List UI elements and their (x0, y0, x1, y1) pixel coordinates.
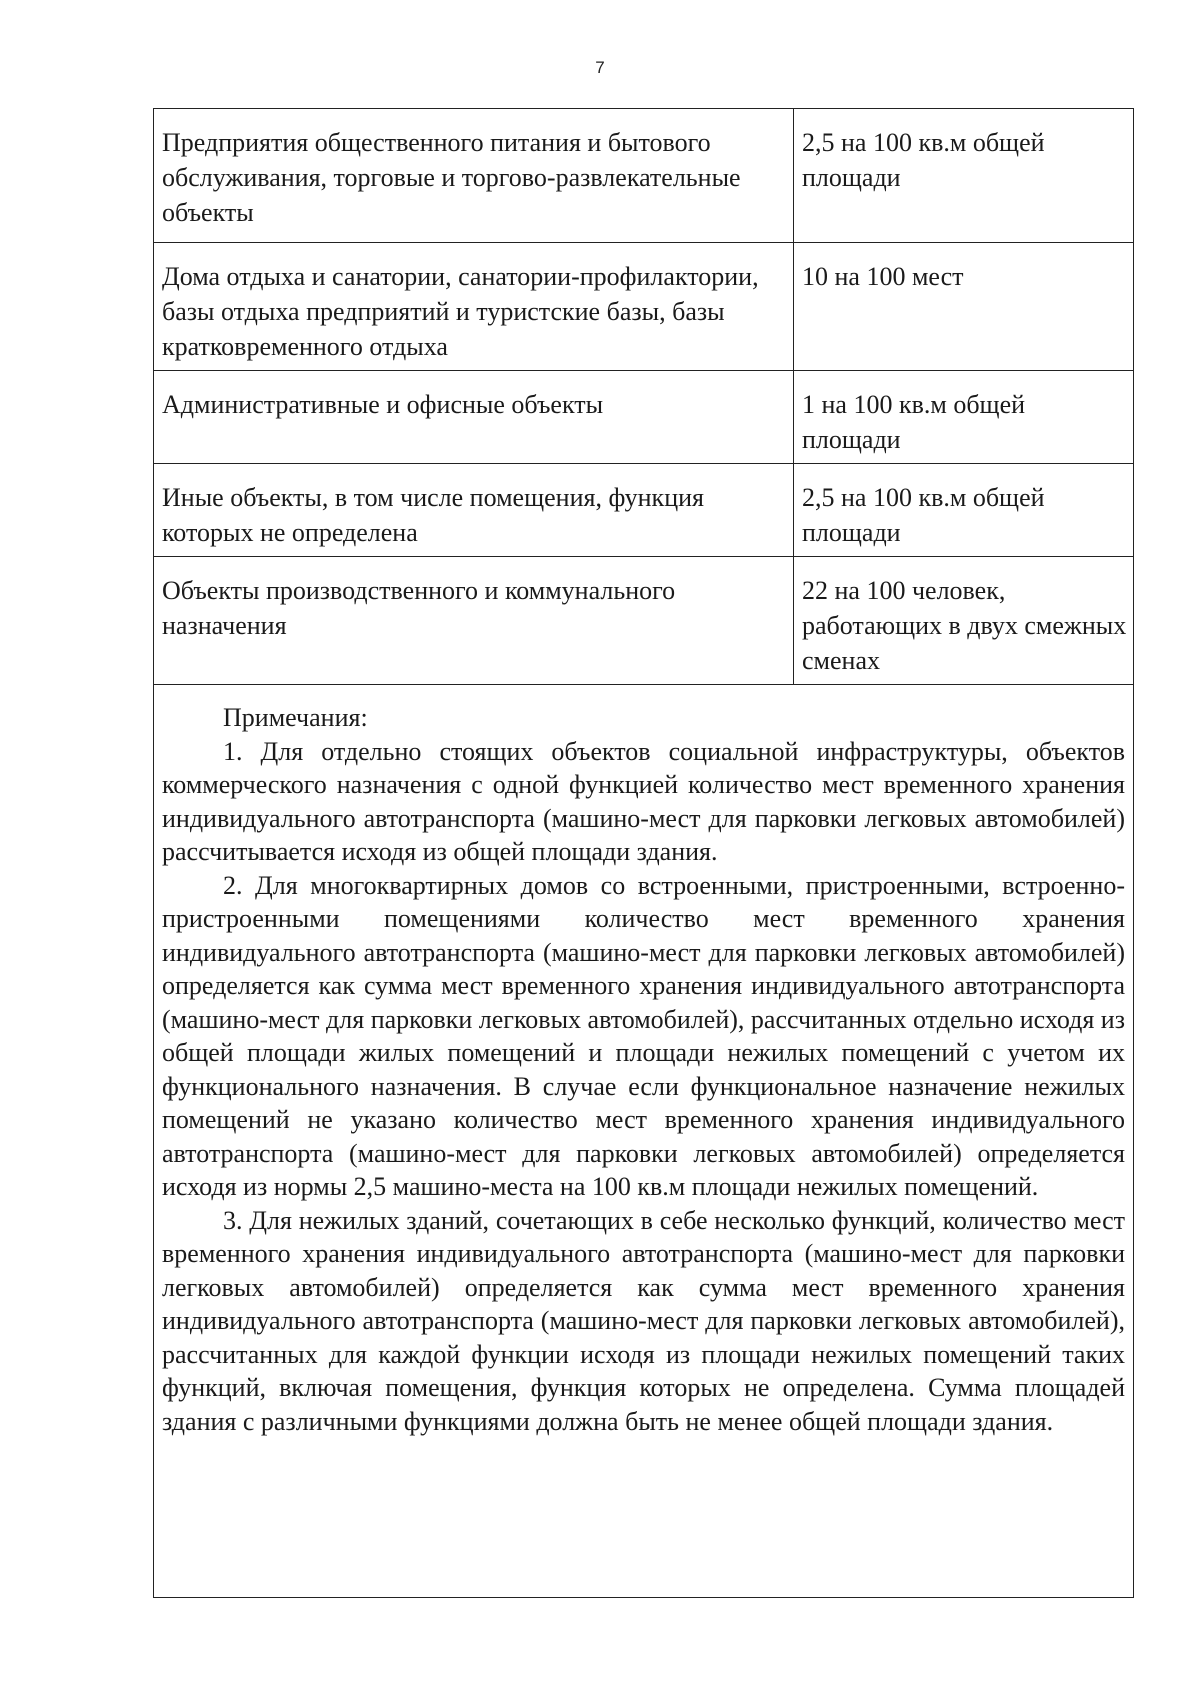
object-type-cell: Иные объекты, в том числе помещения, функция которых не определена (154, 464, 794, 557)
note-paragraph-3: 3. Для нежилых зданий, сочетающих в себе несколько функций, количество мест временного хранения индивидуального автотранспорта (машино-мест для парковки легковых автомобилей) определяется как сумма мест временного хранения индивидуального автотранспорта (машино-мест для парковки легковых автомобилей), рассчитанных для каждой функции исходя из площади нежилых помещений таких функций, включая помещения, функция которых не определена. Сумма площадей здания с различными функциями должна быть не менее общей площади здания. (162, 1205, 1125, 1436)
parking-norm-cell: 1 на 100 кв.м общей площади (794, 371, 1134, 464)
note-paragraph-2: 2. Для многоквартирных домов со встроенными, пристроенными, встроенно-пристроенными помещениями количество мест временного хранения индивидуального автотранспорта (машино-мест для парковки легковых автомобилей) определяется как сумма мест временного хранения индивидуального автотранспорта (машино-мест для парковки легковых автомобилей), рассчитанных отдельно исходя из общей площади жилых помещений и площади нежилых помещений с учетом их функционального назначения. В случае если функциональное назначение нежилых помещений не указано количество мест временного хранения индивидуального автотранспорта (машино-мест для парковки легковых автомобилей) определяется исходя из нормы 2,5 машино-места на 100 кв.м площади нежилых помещений. (162, 870, 1125, 1201)
table-row (154, 464, 1134, 557)
parking-norm-cell: 22 на 100 человек, работающих в двух смежных сменах (794, 557, 1134, 685)
table-row (154, 109, 1134, 243)
note-paragraph-1: 1. Для отдельно стоящих объектов социальной инфраструктуры, объектов коммерческого назначения с одной функцией количество мест временного хранения индивидуального автотранспорта (машино-мест для парковки легковых автомобилей) рассчитывается исходя из общей площади здания. (162, 736, 1125, 866)
parking-norms-table (153, 108, 1134, 1598)
object-type-cell: Дома отдыха и санатории, санатории-профилактории, базы отдыха предприятий и туристские базы, базы кратковременного отдыха (154, 243, 794, 371)
object-type-cell: Административные и офисные объекты (154, 371, 794, 464)
table-row (154, 243, 1134, 371)
table-row (154, 371, 1134, 464)
parking-norm-cell: 10 на 100 мест (794, 243, 1134, 371)
parking-norm-cell: 2,5 на 100 кв.м общей площади (794, 464, 1134, 557)
notes-title: Примечания: (223, 703, 368, 732)
notes-cell (154, 685, 1134, 1598)
object-type-cell: Предприятия общественного питания и бытового обслуживания, торговые и торгово-развлекательные объекты (154, 109, 794, 243)
parking-norm-cell: 2,5 на 100 кв.м общей площади (794, 109, 1134, 243)
table-row (154, 557, 1134, 685)
object-type-cell: Объекты производственного и коммунального назначения (154, 557, 794, 685)
page-number: 7 (595, 58, 605, 77)
notes-row (154, 685, 1134, 1598)
